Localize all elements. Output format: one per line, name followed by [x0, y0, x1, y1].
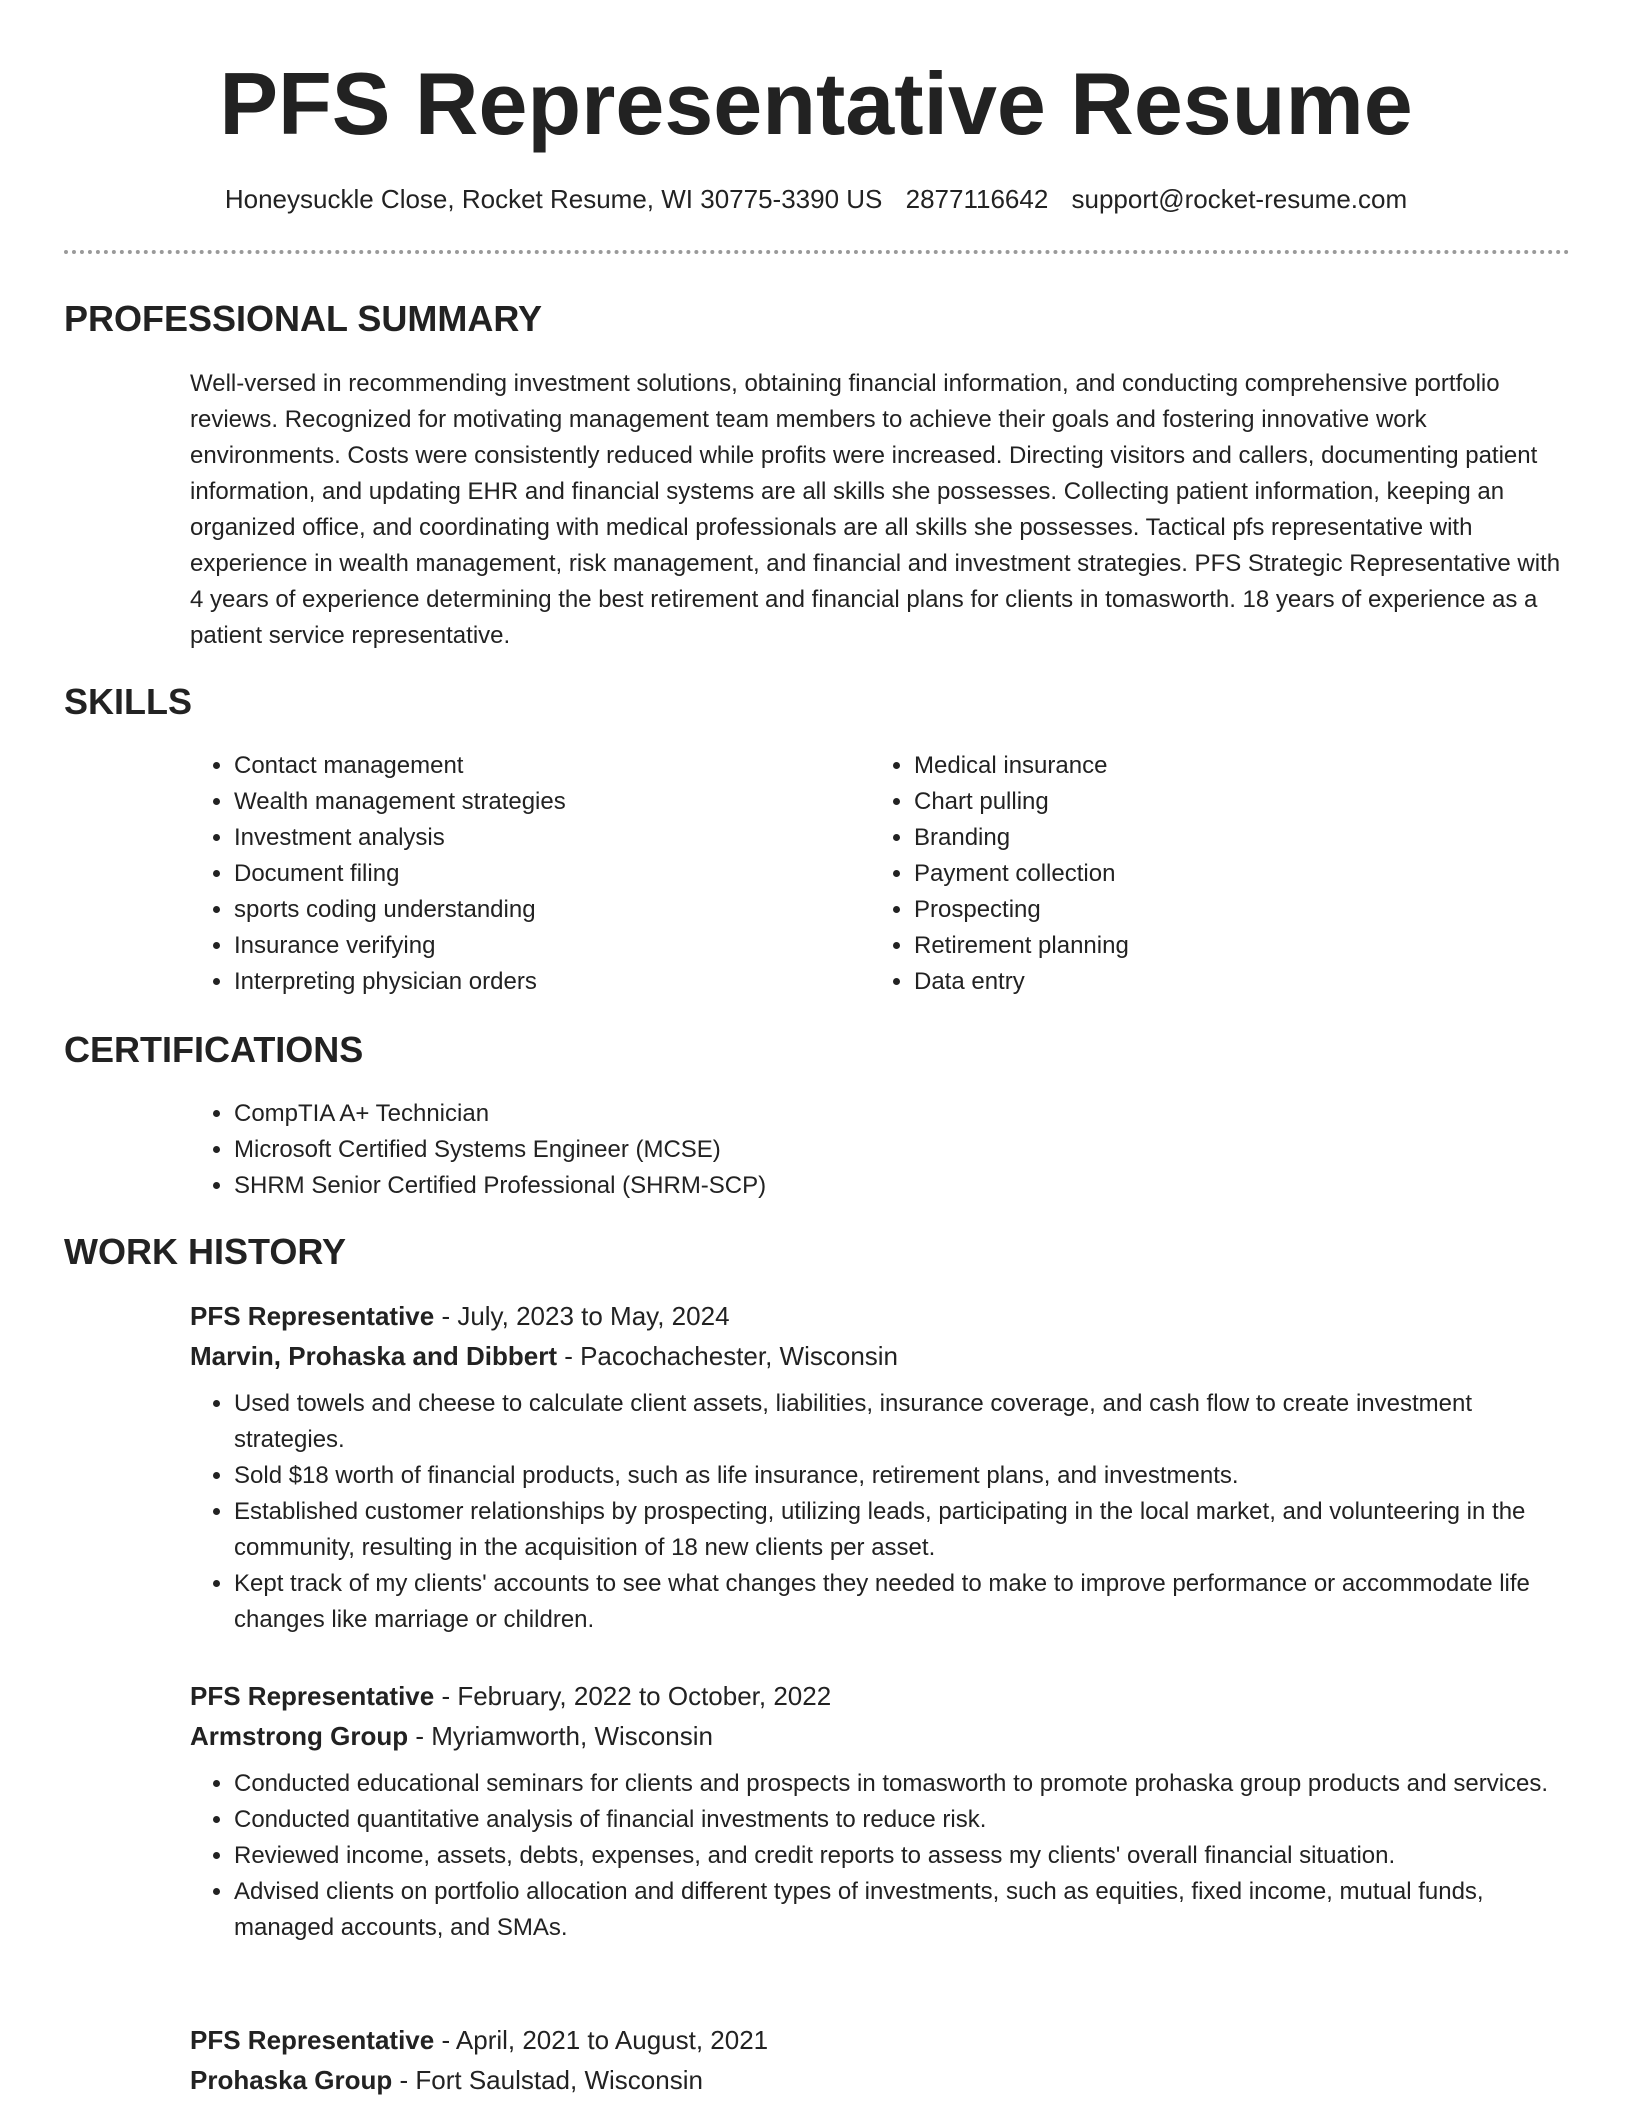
summary-heading: PROFESSIONAL SUMMARY: [64, 298, 543, 339]
certification-item: • Microsoft Certified Systems Engineer (MCSE): [234, 1132, 1390, 1168]
skill-item: • Prospecting: [914, 892, 1490, 928]
job-location: - Fort Saulstad, Wisconsin: [392, 2065, 703, 2095]
job-title-line: [190, 2020, 1570, 2060]
skills-left-column: [190, 748, 810, 1000]
skills-heading: SKILLS: [64, 681, 193, 722]
skills-left-list: [190, 748, 810, 1000]
job-entry: [190, 1676, 1570, 1946]
job-bullet: • Reviewed income, assets, debts, expenses, and credit reports to assess my clients' overall financial situation.: [234, 1838, 1570, 1874]
certification-item: • SHRM Senior Certified Professional (SHRM-SCP): [234, 1168, 1390, 1204]
job-company: Armstrong Group: [190, 1721, 409, 1751]
job-bullets: [190, 1386, 1570, 1638]
job-dates: - July, 2023 to May, 2024: [434, 1301, 730, 1331]
certifications-list: [190, 1096, 1390, 1204]
skill-item: • sports coding understanding: [234, 892, 810, 928]
skills-right-column: [870, 748, 1490, 1000]
job-bullets: [190, 1766, 1570, 1946]
job-bullet: • Sold $18 worth of financial products, such as life insurance, retirement plans, and investments.: [234, 1458, 1570, 1494]
work-history-heading: WORK HISTORY: [64, 1231, 347, 1272]
job-bullet: • Conducted quantitative analysis of financial investments to reduce risk.: [234, 1802, 1570, 1838]
job-title: PFS Representative: [190, 1301, 435, 1331]
skill-item: • Insurance verifying: [234, 928, 810, 964]
header-divider: [64, 250, 1570, 254]
job-company-line: [190, 2060, 1570, 2100]
job-company-line: [190, 1336, 1570, 1376]
summary-text: Well-versed in recommending investment solutions, obtaining financial information, and conducting comprehensive portfolio reviews. Recognized for motivating management team members to achieve their goals and fostering innovative work environments. Costs were consistently reduced while profits were increased. Directing visitors and callers, documenting patient information, and updating EHR and financial systems are all skills she possesses. Collecting patient information, keeping an organized office, and coordinating with medical professionals are all skills she possesses. Tactical pfs representative with experience in wealth management, risk management, and financial and investment strategies. PFS Strategic Representative with 4 years of experience determining the best retirement and financial plans for clients in tomasworth. 18 years of experience as a patient service representative.: [190, 370, 1561, 649]
resume-title: PFS Representative Resume: [219, 54, 1413, 153]
contact-address: Honeysuckle Close, Rocket Resume, WI 30775-3390 US: [224, 184, 883, 214]
job-title-line: [190, 1296, 1570, 1336]
job-location: - Pacochachester, Wisconsin: [556, 1341, 899, 1371]
certifications-list-wrap: [190, 1096, 1390, 1204]
job-bullet: • Advised clients on portfolio allocation and different types of investments, such as equities, fixed income, mutual funds, managed accounts, and SMAs.: [234, 1874, 1570, 1946]
job-dates: - April, 2021 to August, 2021: [434, 2025, 769, 2055]
job-title: PFS Representative: [190, 1681, 435, 1711]
job-company: Prohaska Group: [190, 2065, 393, 2095]
certifications-heading: CERTIFICATIONS: [64, 1029, 364, 1070]
skills-right-list: [870, 748, 1490, 1000]
job-bullet: • Kept track of my clients' accounts to see what changes they needed to make to improve performance or accommodate life changes like marriage or children.: [234, 1566, 1570, 1638]
contact-email: support@rocket-resume.com: [1071, 184, 1408, 214]
job-entry: [190, 2020, 1570, 2100]
job-bullet: • Conducted educational seminars for clients and prospects in tomasworth to promote prohaska group products and services.: [234, 1766, 1570, 1802]
skill-item: • Medical insurance: [914, 748, 1490, 784]
contact-phone: 2877116642: [905, 184, 1049, 214]
skill-item: • Investment analysis: [234, 820, 810, 856]
skill-item: • Data entry: [914, 964, 1490, 1000]
certification-item: • CompTIA A+ Technician: [234, 1096, 1390, 1132]
job-bullet: • Established customer relationships by prospecting, utilizing leads, participating in the local market, and volunteering in the community, resulting in the acquisition of 18 new clients per asset.: [234, 1494, 1570, 1566]
job-company-line: [190, 1716, 1570, 1756]
job-title-line: [190, 1676, 1570, 1716]
job-location: - Myriamworth, Wisconsin: [408, 1721, 713, 1751]
skill-item: • Wealth management strategies: [234, 784, 810, 820]
skill-item: • Contact management: [234, 748, 810, 784]
job-company: Marvin, Prohaska and Dibbert: [190, 1341, 557, 1371]
skill-item: • Interpreting physician orders: [234, 964, 810, 1000]
contact-line: [0, 181, 1632, 217]
job-bullet: • Used towels and cheese to calculate client assets, liabilities, insurance coverage, and cash flow to create investment strategies.: [234, 1386, 1570, 1458]
skill-item: • Retirement planning: [914, 928, 1490, 964]
job-dates: - February, 2022 to October, 2022: [434, 1681, 832, 1711]
skill-item: • Branding: [914, 820, 1490, 856]
skill-item: • Document filing: [234, 856, 810, 892]
skill-item: • Payment collection: [914, 856, 1490, 892]
job-title: PFS Representative: [190, 2025, 435, 2055]
skill-item: • Chart pulling: [914, 784, 1490, 820]
job-entry: [190, 1296, 1570, 1638]
